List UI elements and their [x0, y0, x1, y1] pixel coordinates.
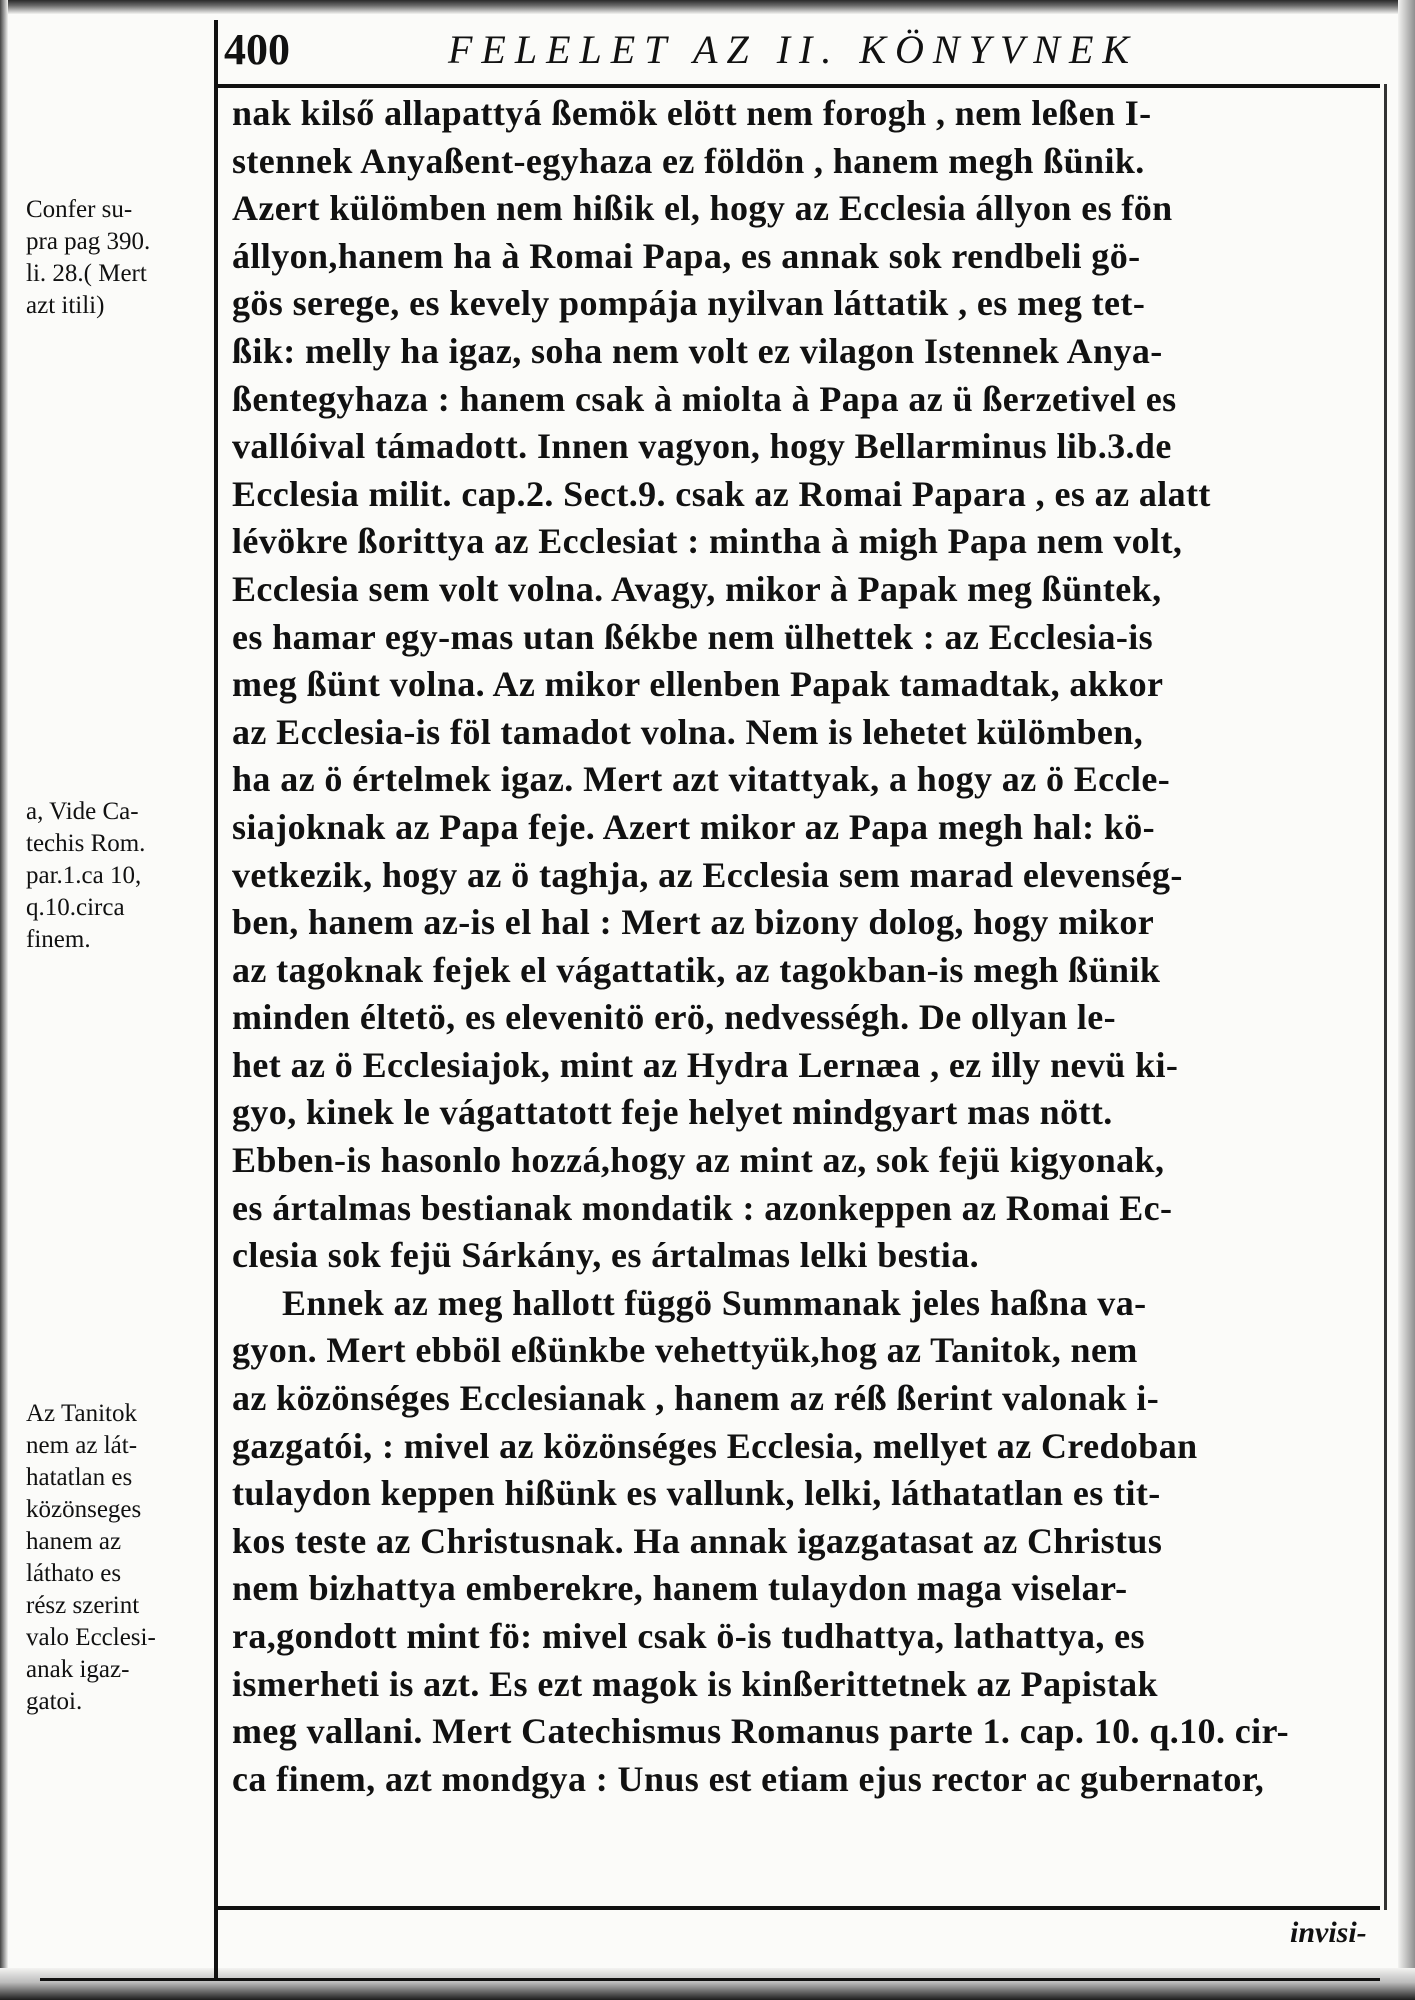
page-edge-top [0, 0, 1415, 14]
text-line: ßik: melly ha igaz, soha nem volt ez vilagon Istennek Anya- [232, 330, 1163, 371]
margin-note-catechism [26, 796, 222, 956]
text-line: az közönséges Ecclesianak , hanem az réß ßerint valonak i- [232, 1378, 1160, 1419]
text-line: nak kilső allapattyá ßemök elött nem forogh , nem leßen I- [232, 93, 1152, 133]
text-line: vallóival támadott. Innen vagyon, hogy Bellarminus lib.3.de [232, 426, 1172, 467]
bottom-rule [218, 1906, 1380, 1910]
text-line: meg vallani. Mert Catechismus Romanus parte 1. cap. 10. q.10. cir- [232, 1711, 1289, 1752]
text-line: stennek Anyaßent-egyhaza ez földön , hanem megh ßünik. [232, 140, 1145, 181]
margin-note-line: finem. [26, 926, 91, 953]
margin-note-line: a, Vide Ca- [26, 798, 139, 825]
text-line: gös serege, es kevely pompája nyilvan láttatik , es meg tet- [232, 283, 1146, 324]
right-border-rule [1384, 84, 1387, 1910]
catchword: invisi- [1290, 1916, 1367, 1949]
text-line: ismerheti is azt. Es ezt magok is kinßerittetnek az Papistak [232, 1663, 1158, 1704]
text-line: ßentegyhaza : hanem csak à miolta à Papa az ü ßerzetivel es [232, 378, 1177, 419]
margin-note-line: li. 28.( Mert [26, 260, 147, 287]
text-line: es hamar egy-mas utan ßékbe nem ülhettek : az Ecclesia-is [232, 616, 1154, 657]
text-line: gazgatói, : mivel az közönséges Ecclesia, mellyet az Credoban [232, 1425, 1198, 1466]
text-line: es ártalmas bestianak mondatik : azonkeppen az Romai Ec- [232, 1187, 1173, 1228]
margin-note-line: hanem az [26, 1528, 122, 1555]
margin-note-line: q.10.circa [26, 894, 125, 921]
text-line: az Ecclesia-is föl tamadot volna. Nem is lehetet külömben, [232, 711, 1144, 752]
text-line: ra,gondott mint fö: mivel csak ö-is tudhattya, lathattya, es [232, 1616, 1145, 1656]
bottom-rule-outer [40, 1978, 1380, 1981]
text-line: ha az ö értelmek igaz. Mert azt vitattyak, a hogy az ö Eccle- [232, 759, 1171, 800]
header-rule [218, 84, 1380, 88]
text-line: siajoknak az Papa feje. Azert mikor az Papa megh hal: kö- [232, 806, 1156, 847]
body-text [232, 90, 1382, 1803]
text-line: gyo, kinek le vágattatott feje helyet mindgyart mas nött. [232, 1092, 1113, 1133]
text-line: het az ö Ecclesiajok, mint az Hydra Lernæa , ez illy nevü ki- [232, 1044, 1179, 1085]
text-line: Ecclesia sem volt volna. Avagy, mikor à Papak meg ßüntek, [232, 568, 1162, 609]
text-line: lévökre ßorittya az Ecclesiat : mintha à migh Papa nem volt, [232, 521, 1183, 562]
text-line: tulaydon keppen hißünk es vallunk, lelki, láthatatlan es tit- [232, 1473, 1161, 1514]
page-header [218, 22, 1380, 86]
margin-note-line: rész szerint [26, 1592, 140, 1619]
margin-note-line: Confer su- [26, 196, 133, 223]
text-line: ben, hanem az-is el hal : Mert az bizony dolog, hogy mikor [232, 902, 1155, 943]
text-line: ca finem, azt mondgya : Unus est etiam ejus rector ac gubernator, [232, 1758, 1265, 1799]
page-edge-left [0, 0, 8, 2000]
text-line: meg ßünt volna. Az mikor ellenben Papak tamadtak, akkor [232, 664, 1164, 705]
paragraph-start-line: Ennek az meg hallott függö Summanak jeles haßna va- [282, 1282, 1147, 1323]
text-line: nem bizhattya emberekre, hanem tulaydon maga viselar- [232, 1568, 1128, 1609]
text-line: vetkezik, hogy az ö taghja, az Ecclesia sem marad elevenség- [232, 854, 1183, 895]
text-line: clesia sok fejü Sárkány, es ártalmas lelki bestia. [232, 1235, 979, 1276]
margin-note-line: azt itili) [26, 292, 105, 319]
text-line: Azert külömben nem hißik el, hogy az Ecclesia állyon es fön [232, 188, 1173, 229]
margin-note-line: valo Ecclesi- [26, 1624, 156, 1651]
text-line: gyon. Mert ebböl eßünkbe vehettyük,hog az Tanitok, nem [232, 1330, 1138, 1371]
margin-note-line: techis Rom. [26, 830, 146, 857]
text-line: állyon,hanem ha à Romai Papa, es annak sok rendbeli gö- [232, 235, 1141, 276]
margin-note-line: pra pag 390. [26, 228, 151, 255]
text-line: az tagoknak fejek el vágattatik, az tagokban-is megh ßünik [232, 949, 1161, 990]
text-line: Ebben-is hasonlo hozzá,hogy az mint az, sok fejü kigyonak, [232, 1140, 1165, 1181]
text-line: minden éltetö, es elevenitö erö, nedvességh. De ollyan le- [232, 997, 1117, 1038]
text-line: kos teste az Christusnak. Ha annak igazgatasat az Christus [232, 1520, 1163, 1561]
margin-note-line: par.1.ca 10, [26, 862, 142, 889]
page-edge-bottom [0, 1968, 1415, 2000]
margin-note-line: nem az lát- [26, 1432, 138, 1459]
running-title: FELELET AZ II. KÖNYVNEK [448, 27, 1139, 72]
margin-note-line: hatatlan es [26, 1464, 133, 1491]
margin-note-line: anak igaz- [26, 1656, 130, 1683]
margin-note-line: gatoi. [26, 1688, 83, 1715]
margin-note-line: Az Tanitok [26, 1400, 137, 1427]
margin-note-tanitok [26, 1398, 222, 1718]
text-line: Ecclesia milit. cap.2. Sect.9. csak az Romai Papara , es az alatt [232, 473, 1211, 514]
page-edge-right [1398, 0, 1415, 2000]
margin-note-line: közönseges [26, 1496, 142, 1523]
margin-note-line: láthato es [26, 1560, 122, 1587]
page-number: 400 [224, 25, 290, 74]
margin-note-confer [26, 194, 222, 322]
